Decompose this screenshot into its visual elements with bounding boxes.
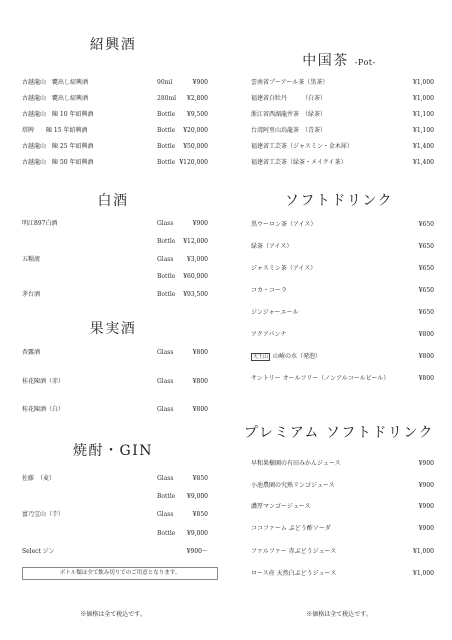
item-name-text: 早和果樹園の有田みかんジュース <box>251 460 341 467</box>
item-name-text: 五糧液 <box>22 256 41 263</box>
item-unit: Bottle <box>157 127 176 134</box>
item-price: ¥650 <box>418 309 434 316</box>
item-price: ¥900～ <box>186 548 208 555</box>
item-name <box>22 349 40 357</box>
item-name-text: ジンジャーエール <box>251 309 299 316</box>
item-name-text: 福建省工芸茶（緑茶・メイクイ茶） <box>251 159 347 166</box>
item-unit: Bottle <box>157 291 176 298</box>
item-name-text: 浙江省西湖龍井茶 （緑茶） <box>251 111 327 118</box>
item-name <box>22 111 93 119</box>
item-name-text: 緑茶（アイス） <box>251 243 293 250</box>
item-unit: 90ml <box>157 79 173 86</box>
item-name <box>251 353 321 361</box>
item-badge: 天王山 <box>253 354 269 360</box>
item-name-text: コカ・コーラ <box>251 287 288 294</box>
item-price: ¥900 <box>192 79 208 86</box>
item-name <box>251 143 353 151</box>
section-title-baijiu: 白酒 <box>97 193 129 209</box>
item-name-text: ジャスミン茶（アイス） <box>251 265 317 272</box>
item-unit: Bottle <box>157 143 176 150</box>
item-name <box>22 127 87 135</box>
item-name-text: 山崎の水（発泡） <box>273 353 322 360</box>
item-unit: Bottle <box>157 493 176 500</box>
item-name <box>22 143 93 151</box>
item-price: ¥9,000 <box>187 493 208 500</box>
section-title-soft-drink: ソフトドリンク <box>284 193 394 209</box>
item-unit: Glass <box>157 378 174 385</box>
item-price: ¥900 <box>418 460 434 467</box>
item-name-text: ファルファー 赤ぶどうジュース <box>251 548 337 555</box>
item-name <box>251 375 389 383</box>
item-name-text: 雲南省プーアール茶（黒茶） <box>251 79 329 86</box>
item-unit: Bottle <box>157 530 176 537</box>
item-name-text: ロース産 天然白ぶどうジュース <box>251 570 337 577</box>
footnote-left: ※価格は全て税込です。 <box>80 611 146 618</box>
item-name <box>22 220 57 228</box>
item-price: ¥1,100 <box>413 111 434 118</box>
item-name <box>251 221 316 229</box>
item-name <box>251 503 310 511</box>
item-name <box>22 95 88 103</box>
item-name <box>251 460 341 468</box>
item-price: ¥800 <box>192 406 208 413</box>
item-name <box>22 159 93 167</box>
item-price: ¥1,000 <box>413 79 434 86</box>
item-name-text: 濃厚マンゴージュース <box>251 503 311 510</box>
item-name-text: ココファーム ぶどう酢ソーダ <box>251 525 331 532</box>
item-price: ¥850 <box>192 475 208 482</box>
item-price: ¥850 <box>192 511 208 518</box>
item-name-text: 古越龍山 陳 50 年紹興酒 <box>22 159 94 166</box>
item-name-text: 台湾阿里山烏龍茶 （青茶） <box>251 127 327 134</box>
item-name-text: 古越龍山 甕出し紹興酒 <box>22 79 89 86</box>
item-price: ¥9,000 <box>187 530 208 537</box>
item-name <box>251 548 336 556</box>
item-price: ¥50,000 <box>183 143 208 150</box>
section-title-premium-soft-drink: プレミアム ソフトドリンク <box>243 425 435 441</box>
item-name <box>251 111 326 119</box>
item-name <box>251 309 298 317</box>
item-price: ¥800 <box>192 378 208 385</box>
item-price: ¥60,000 <box>183 273 208 280</box>
item-name <box>22 256 40 264</box>
section-title-fruit: 果実酒 <box>89 321 137 337</box>
item-name <box>22 548 55 556</box>
item-unit: 280ml <box>157 95 177 102</box>
item-name <box>251 570 336 578</box>
item-name-text: 福建省白牡丹 （白茶） <box>251 95 327 102</box>
item-price: ¥650 <box>418 221 434 228</box>
item-price: ¥650 <box>418 265 434 272</box>
section-title-shochu: 焼酎・GIN <box>73 443 153 459</box>
item-name <box>251 243 292 251</box>
item-name <box>251 482 335 490</box>
item-name-text: 杏露酒 <box>22 349 41 356</box>
item-name-text: 富乃宝山（芋） <box>22 511 65 518</box>
item-name-text: サントリー オールフリー（ノンアルコールビール） <box>251 375 390 382</box>
item-name-text: Select ジン <box>22 548 55 555</box>
item-unit: Glass <box>157 256 174 263</box>
item-price: ¥900 <box>418 503 434 510</box>
item-name-text: 小池農園の究熟リンゴジュース <box>251 482 335 489</box>
item-unit: Glass <box>157 406 174 413</box>
item-name <box>251 265 316 273</box>
item-unit: Bottle <box>157 159 176 166</box>
item-price: ¥1,000 <box>413 570 434 577</box>
item-unit: Glass <box>157 220 174 227</box>
item-price: ¥650 <box>418 243 434 250</box>
item-name-text: 福建省工芸茶（ジャスミン・金木犀） <box>251 143 353 150</box>
item-name <box>22 406 64 414</box>
item-unit: Bottle <box>157 273 176 280</box>
section-title-chinese-tea-suffix: -Pot- <box>354 58 376 67</box>
item-unit: Glass <box>157 475 174 482</box>
item-unit: Glass <box>157 511 174 518</box>
item-price: ¥1,400 <box>413 159 434 166</box>
footnote-right: ※価格は全て税込です。 <box>306 611 372 618</box>
item-name-text: アクアパンナ <box>251 331 287 338</box>
item-name-text: 桂花陳酒（赤） <box>22 378 65 385</box>
item-name-text: 古越龍山 陳 10 年紹興酒 <box>22 111 94 118</box>
item-name <box>251 287 287 295</box>
item-price: ¥800 <box>418 375 434 382</box>
item-price: ¥2,800 <box>187 95 208 102</box>
item-name <box>251 95 326 103</box>
section-title-chinese-tea <box>226 50 452 70</box>
item-name <box>22 378 64 386</box>
item-unit: Bottle <box>157 238 176 245</box>
item-price: ¥800 <box>418 353 434 360</box>
item-name <box>251 79 328 87</box>
item-price: ¥20,000 <box>183 127 208 134</box>
item-price: ¥900 <box>418 525 434 532</box>
item-name <box>22 475 55 483</box>
item-price: ¥1,000 <box>413 95 434 102</box>
section-title-chinese-tea-text: 中国茶 <box>302 53 349 69</box>
item-name <box>22 291 40 299</box>
item-price: ¥1,400 <box>413 143 434 150</box>
item-name-text: 塔牌 陳 15 年紹興酒 <box>22 127 88 134</box>
item-name <box>22 511 64 519</box>
item-price: ¥120,000 <box>179 159 208 166</box>
bottle-note: ボトル類は全て飲み切りでのご用意となります。 <box>22 567 218 580</box>
item-name-text: 桂花陳酒（白） <box>22 406 65 413</box>
item-unit: Bottle <box>157 111 176 118</box>
item-name <box>251 159 346 167</box>
item-name <box>251 127 326 135</box>
item-name <box>251 331 286 339</box>
item-name-text: 古越龍山 甕出し紹興酒 <box>22 95 89 102</box>
item-price: ¥900 <box>418 482 434 489</box>
item-price: ¥800 <box>192 349 208 356</box>
item-price: ¥1,100 <box>413 127 434 134</box>
item-price: ¥93,500 <box>183 291 208 298</box>
item-name <box>251 525 331 533</box>
item-name-text: 明江897白酒 <box>22 220 58 227</box>
item-price: ¥800 <box>418 331 434 338</box>
item-name-text: 佐藤 （麦） <box>22 475 56 482</box>
item-price: ¥900 <box>192 220 208 227</box>
item-name-text: 古越龍山 陳 25 年紹興酒 <box>22 143 94 150</box>
section-title-shaoxing: 紹興酒 <box>89 37 137 53</box>
item-price: ¥650 <box>418 287 434 294</box>
item-unit: Glass <box>157 349 174 356</box>
item-name-text: 黒ウーロン茶（アイス） <box>251 221 317 228</box>
item-price: ¥1,000 <box>413 548 434 555</box>
item-price: ¥12,000 <box>183 238 208 245</box>
item-name <box>22 79 88 87</box>
item-name-text: 茅台酒 <box>22 291 41 298</box>
item-price: ¥3,000 <box>187 256 208 263</box>
item-price: ¥9,500 <box>187 111 208 118</box>
